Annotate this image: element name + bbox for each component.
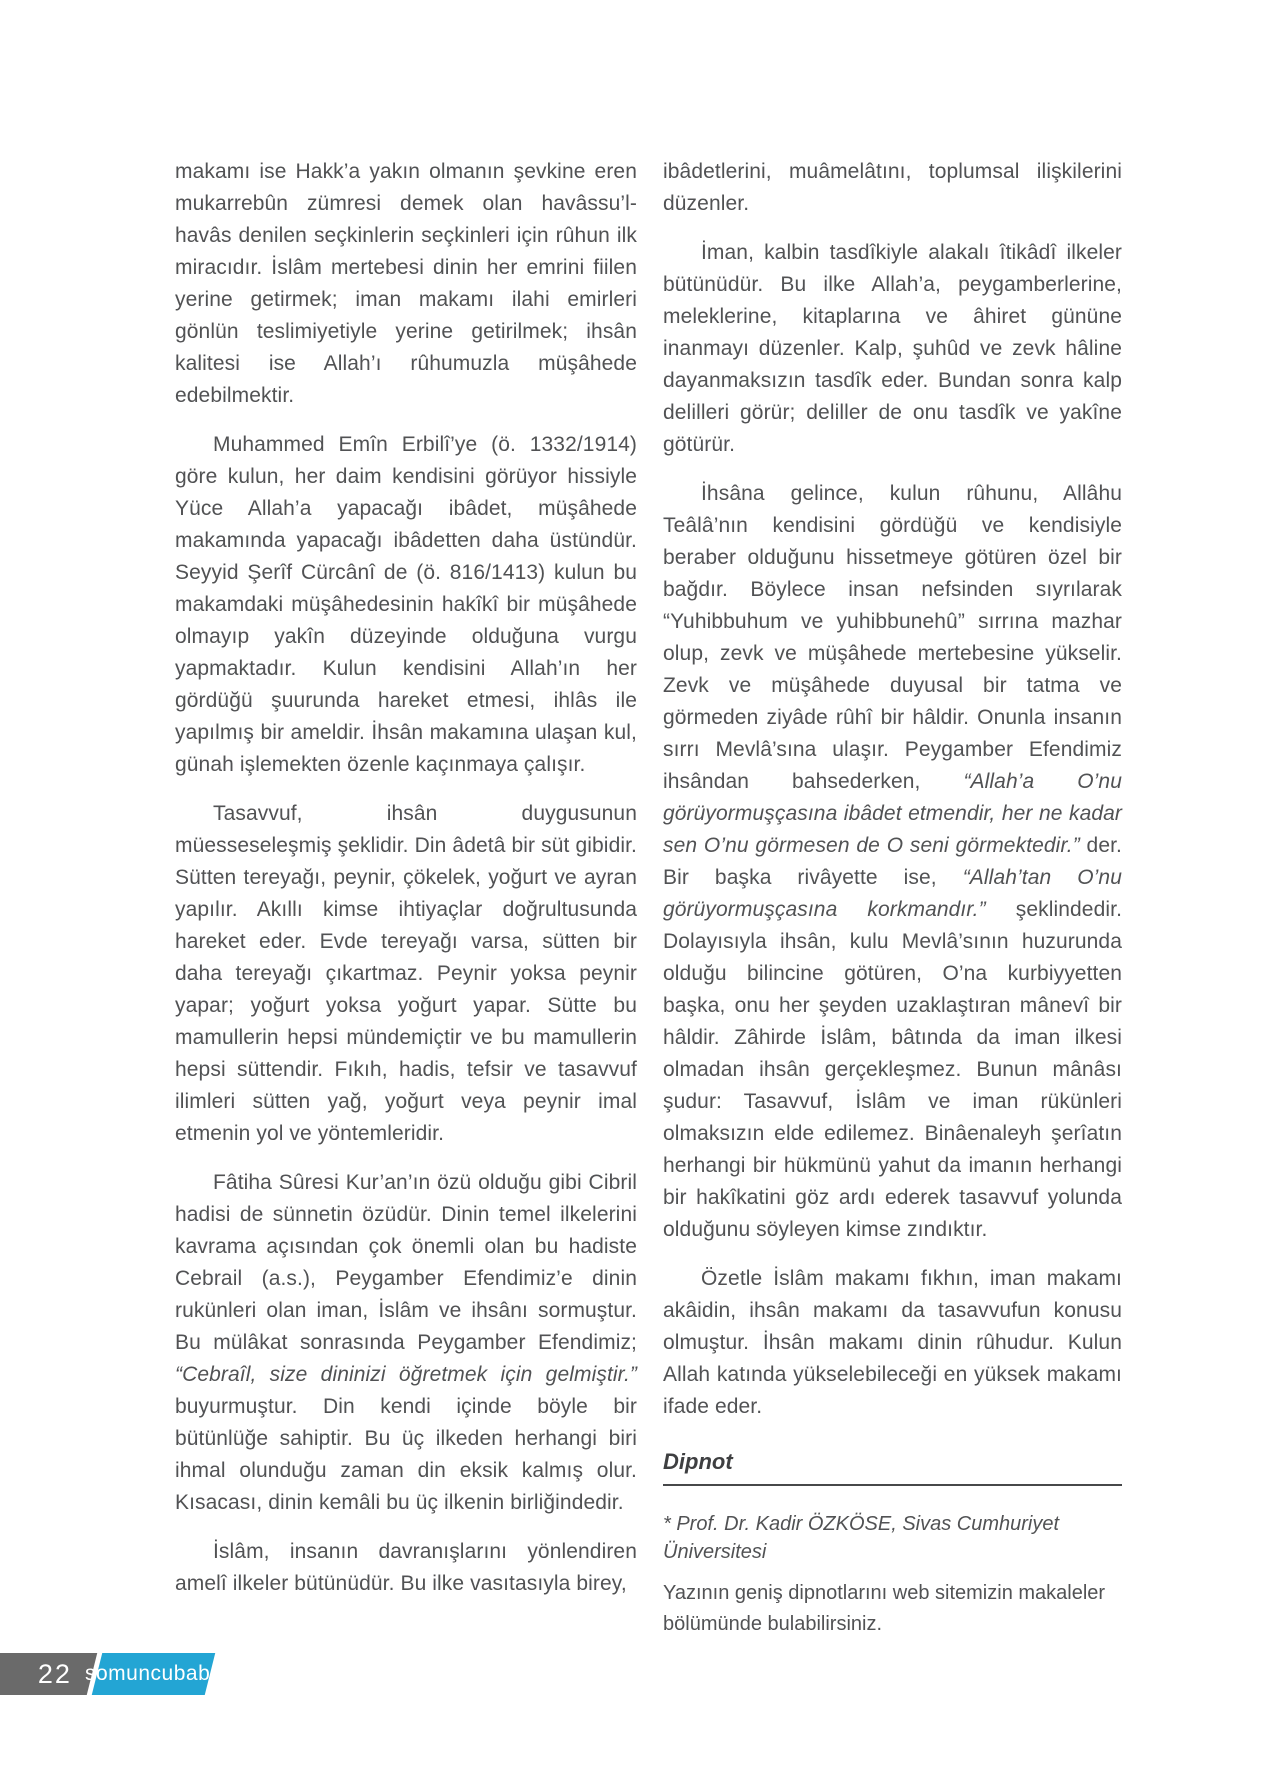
paragraph [175, 1536, 637, 1600]
paragraph [663, 478, 1122, 1246]
body-text: Özetle İslâm makamı fıkhın, iman makamı akâidin, ihsân makamı da tasavvufun konusu olmuştur. İhsân makamı dinin rûhudur. Kulun Allah katında yükselebileceği en yüksek makamı ifade eder. [663, 1267, 1122, 1418]
footnote-section [663, 1449, 1122, 1640]
article-body [175, 156, 1122, 1640]
brand-badge [84, 1653, 223, 1695]
body-text: ibâdetlerini, muâmelâtını, toplumsal ilişkilerini düzenler. [663, 160, 1122, 215]
quote-text: “Cebraîl, size dininizi öğretmek için gelmiştir.” [175, 1363, 637, 1386]
body-text: Fâtiha Sûresi Kur’an’ın özü olduğu gibi Cibril hadisi de sünnetin özüdür. Dinin temel ilkelerini kavrama açısından çok önemli olan bu hadiste Cebrail (a.s.), Peygamber Efendimiz’e dinin rukünleri olan iman, İslâm ve ihsânı sormuştur. Bu mülâkat sonrasında Peygamber Efendimiz; [175, 1171, 637, 1354]
page-number-badge [0, 1653, 97, 1695]
paragraph [175, 429, 637, 781]
brand-logo-text: somuncubaba [84, 1662, 223, 1685]
body-text: İhsâna gelince, kulun rûhunu, Allâhu Teâlâ’nın kendisini gördüğü ve kendisiyle beraber olduğunu hissetmeye götüren özel bir bağdır. Böylece insan nefsinden sıyrılarak “Yuhibbuhum ve yuhibbunehû” sırrına mazhar olup, zevk ve müşâhede mertebesine yükselir. Zevk ve müşâhede duyusal bir tatma ve görmeden ziyâde rûhî bir hâldir. Onunla insanın sırrı Mevlâ’sına ulaşır. Peygamber Efendimiz ihsândan bahsederken, [663, 482, 1122, 793]
paragraph [175, 1167, 637, 1519]
body-text: buyurmuştur. Din kendi içinde böyle bir bütünlüğe sahiptir. Bu üç ilkeden herhangi biri ihmal olunduğu zaman din eksik kalmış olur. Kısacası, dinin kemâli bu üç ilkenin birliğindedir. [175, 1395, 637, 1514]
paragraph [175, 798, 637, 1150]
body-text: şeklindedir. Dolayısıyla ihsân, kulu Mevlâ’sının huzurunda olduğu bilincine götüren, O’na kurbiyyetten başka, onu her şeyden uzaklaştıran mânevî bir hâldir. Zâhirde İslâm, bâtında da iman ilkesi olmadan ihsân gerçekleşmez. Bunun mânâsı şudur: Tasavvuf, İslâm ve iman rükünleri olmaksızın elde edilemez. Binâenaleyh şerîatın herhangi bir hükmünü yahut da imanın herhangi bir hakîkatini göz ardı ederek tasavvuf yolunda olduğunu söyleyen kimse zındıktır. [663, 898, 1123, 1241]
left-column [175, 156, 637, 1640]
author-footnote: * Prof. Dr. Kadir ÖZKÖSE, Sivas Cumhuriyet Üniversitesi [663, 1513, 1060, 1563]
body-text: der. Bir başka rivâyette ise, [663, 834, 1122, 889]
body-text: makamı ise Hakk’a yakın olmanın şevkine eren mukarrebûn zümresi demek olan havâssu’l-havâs denilen seçkinlerin seçkinleri için rûhun ilk miracıdır. İslâm mertebesi dinin her emrini fiilen yerine getirmek; iman makamı ilahi emirleri gönlün teslimiyetiyle yerine getirilmek; ihsân kalitesi ise Allah’ı rûhumuzla müşâhede edebilmektir. [175, 160, 637, 407]
web-footnote: Yazının geniş dipnotlarını web sitemizin makaleler bölümünde bulabilirsiniz. [663, 1582, 1106, 1635]
quote-text: “Allah’a O’nu görüyormuşçasına ibâdet etmendir, her ne kadar sen O’nu görmesen de O seni görmektedir.” [663, 770, 1122, 857]
body-text: Tasavvuf, ihsân duygusunun müesseseleşmiş şeklidir. Din âdetâ bir süt gibidir. Sütten tereyağı, peynir, çökelek, yoğurt ve ayran yapılır. Akıllı kimse ihtiyaçlar doğrultusunda hareket eder. Evde tereyağı varsa, sütten bir daha tereyağı çıkartmaz. Peynir yoksa peynir yapar; yoğurt yoksa yoğurt yapar. Sütte bu mamullerin hepsi mündemiçtir ve bu mamullerin hepsi süttendir. Fıkıh, hadis, tefsir ve tasavvuf ilimleri sütten yağ, yoğurt veya peynir imal etmenin yol ve yöntemleridir. [175, 802, 637, 1145]
footnote-heading: Dipnot [663, 1449, 1122, 1486]
body-text: İman, kalbin tasdîkiyle alakalı îtikâdî ilkeler bütünüdür. Bu ilke Allah’a, peygamberlerine, meleklerine, kitaplarına ve âhiret gününe inanmayı düzenler. Kalp, şuhûd ve zevk hâline dayanmaksızın tasdîk eder. Bundan sonra kalp delilleri görür; deliller de onu tasdîk ve yakîne götürür. [663, 241, 1122, 456]
body-text: Muhammed Emîn Erbilî’ye (ö. 1332/1914) göre kulun, her daim kendisini görüyor hissiyle Yüce Allah’a yapacağı ibâdet, müşâhede makamında yapacağı ibâdetten daha üstündür. Seyyid Şerîf Cürcânî de (ö. 816/1413) kulun bu makamdaki müşâhedesinin hakîkî bir müşâhede olmayıp yakîn düzeyinde olduğuna vurgu yapmaktadır. Kulun kendisini Allah’ın her gördüğü şuurunda hareket etmesi, ihlâs ile yapılmış bir ameldir. İhsân makamına ulaşan kul, günah işlemekten özenle kaçınmaya çalışır. [175, 433, 637, 776]
quote-text: “Allah’tan O’nu görüyormuşçasına korkmandır.” [663, 866, 1122, 921]
paragraph [663, 237, 1122, 461]
right-column-paragraphs [663, 156, 1122, 1423]
page-number: 22 [37, 1658, 72, 1689]
right-column [663, 156, 1122, 1640]
paragraph [663, 156, 1122, 220]
paragraph [175, 156, 637, 412]
paragraph [663, 1263, 1122, 1423]
body-text: İslâm, insanın davranışlarını yönlendiren amelî ilkeler bütünüdür. Bu ilke vasıtasıyla birey, [175, 1540, 637, 1595]
